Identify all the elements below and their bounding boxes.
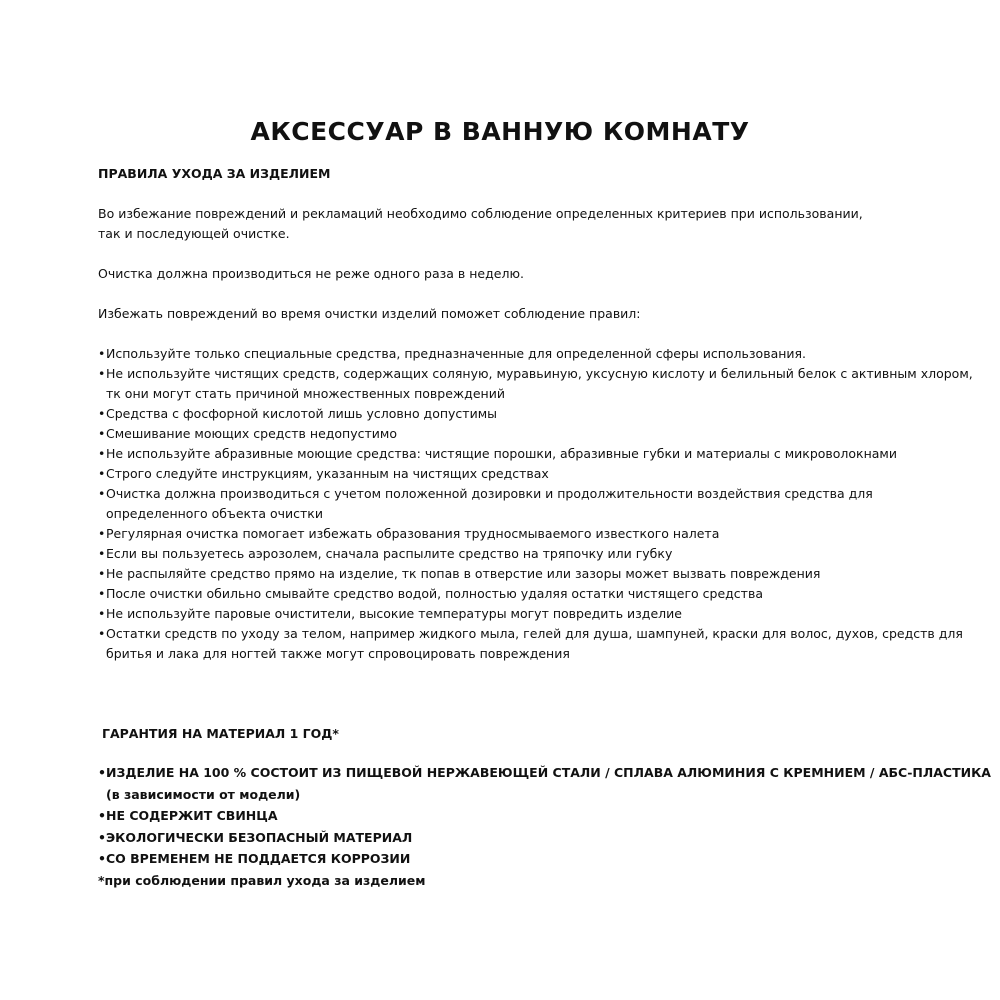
rule-text: • Не распыляйте средство прямо на изделие, тк попав в отверстие или зазоры может вызвать повреждения [106,566,821,581]
feature-item [98,762,991,805]
feature-text: • СО ВРЕМЕНЕМ НЕ ПОДДАЕТСЯ КОРРОЗИИ [106,851,411,866]
feature-note: (в зависимости от модели) [106,786,301,802]
warranty-features-list [98,762,991,870]
rule-item [98,524,968,544]
rule-item [98,624,968,664]
care-rules-intro: Избежать повреждений во время очистки изделий поможет соблюдение правил: [98,306,641,321]
care-intro-line: так и последующей очистке. [98,226,290,241]
rule-text-continued: бритья и лака для ногтей также могут спровоцировать повреждения [106,646,570,661]
rule-item [98,584,968,604]
rule-text: • Регулярная очистка помогает избежать образования трудносмываемого известкого налета [106,526,720,541]
feature-text: • НЕ СОДЕРЖИТ СВИНЦА [106,808,278,823]
rule-item [98,344,968,364]
feature-text: • ИЗДЕЛИЕ НА 100 % СОСТОИТ ИЗ ПИЩЕВОЙ НЕРЖАВЕЮЩЕЙ СТАЛИ / СПЛАВА АЛЮМИНИЯ С КРЕМНИЕМ / АБС-ПЛАСТИКА [106,765,991,780]
warranty-section [98,724,991,891]
rule-item [98,464,968,484]
rule-text: • Остатки средств по уходу за телом, например жидкого мыла, гелей для душа, шампуней, краски для волос, духов, средств для [106,626,963,641]
page-title: АКСЕССУАР В ВАННУЮ КОМНАТУ [250,116,750,146]
care-intro-line: Во избежание повреждений и рекламаций необходимо соблюдение определенных критериев при использовании, [98,206,863,221]
feature-text: • ЭКОЛОГИЧЕСКИ БЕЗОПАСНЫЙ МАТЕРИАЛ [106,829,413,845]
rule-text: • Используйте только специальные средства, предназначенные для определенной сферы использования. [106,346,807,361]
rule-item [98,444,968,464]
feature-item [98,848,968,870]
feature-item [98,827,968,849]
feature-item [98,805,968,827]
rule-text: • Очистка должна производиться с учетом положенной дозировки и продолжительности воздействия средства для [106,486,873,501]
rule-item [98,364,973,404]
rule-item [98,564,968,584]
rule-item [98,604,968,624]
care-heading: ПРАВИЛА УХОДА ЗА ИЗДЕЛИЕМ [98,166,331,181]
rule-text: • Не используйте паровые очистители, высокие температуры могут повредить изделие [106,606,682,621]
rule-item [98,484,968,524]
rule-text: • После очистки обильно смывайте средство водой, полностью удаляя остатки чистящего средства [106,586,763,601]
rule-item [98,424,968,444]
rule-text-continued: тк они могут стать причиной множественных повреждений [106,386,505,401]
warranty-footnote: *при соблюдении правил ухода за изделием [98,872,426,888]
rule-text: • Средства с фосфорной кислотой лишь условно допустимы [106,406,497,421]
rule-text: • Не используйте чистящих средств, содержащих соляную, муравьиную, уксусную кислоту и белильный белок с активным хлором, [106,366,973,381]
rule-item [98,544,968,564]
care-frequency: Очистка должна производиться не реже одного раза в неделю. [98,266,524,281]
care-rules-list [98,344,973,664]
rule-text-continued: определенного объекта очистки [106,506,323,521]
warranty-heading: ГАРАНТИЯ НА МАТЕРИАЛ 1 ГОД* [102,726,339,741]
rule-item [98,404,968,424]
care-rules-section [98,164,973,664]
rule-text: • Если вы пользуетесь аэрозолем, сначала распылите средство на тряпочку или губку [106,546,673,561]
rule-text: • Строго следуйте инструкциям, указанным на чистящих средствах [106,466,549,481]
rule-text: • Не используйте абразивные моющие средства: чистящие порошки, абразивные губки и материалы с микроволокнами [106,446,897,461]
care-intro [98,204,968,244]
rule-text: • Смешивание моющих средств недопустимо [106,426,397,441]
